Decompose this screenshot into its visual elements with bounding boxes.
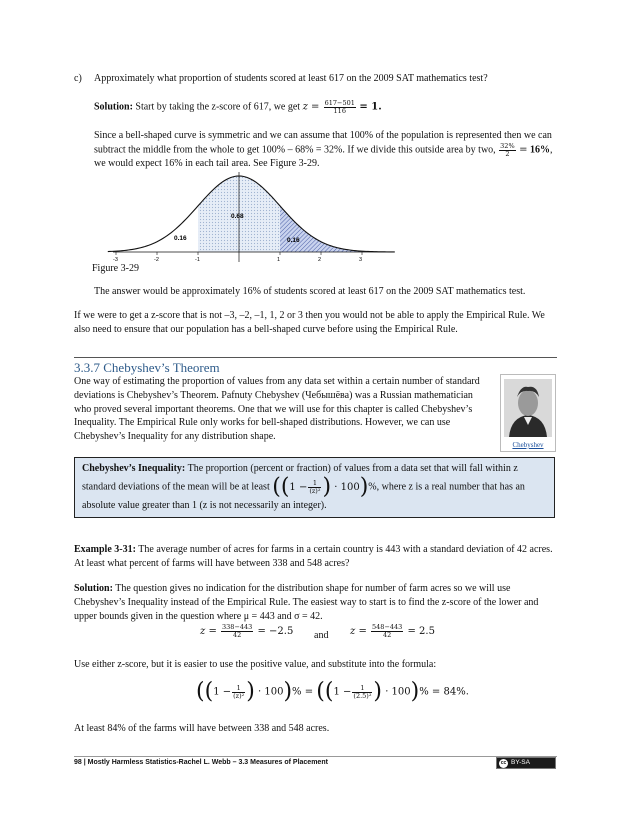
axis-tick-label: 3 <box>359 257 363 263</box>
zscore-upper: z = $\frac{548-443}{42}$ = 2.5 <box>350 623 435 639</box>
right-tail-shaded-area <box>280 206 370 252</box>
example-conclusion: At least 84% of the farms will have between 338 and 548 acres. <box>74 723 330 734</box>
symmetry-paragraph: Since a bell-shaped curve is symmetric and we can assume that 100% of the population is represented then we can subtract the middle from the whole to get 100% – 68% = 32%. If we divide this outside area by two, $\frac{32\%}{2}$ = 16%, we would expect 16% in each tail area. See Figure 3-29. <box>94 130 553 170</box>
answer-text: The answer would be approximately 16% of students scored at least 617 on the 2009 SAT mathematics test. <box>94 286 526 297</box>
use-zscore-text: Use either z-score, but it is easier to use the positive value, and substitute into the formula: <box>74 659 437 670</box>
zscore-lower: z = $\frac{338-443}{42}$ = −2.5 <box>200 623 294 639</box>
empirical-note: If we were to get a z-score that is not –3, –2, –1, 1, 2 or 3 then you would not be able to apply the Empirical Rule. We also need to ensure that our population has a bell-shaped curve before using the Empirical Rule. <box>74 310 545 335</box>
cc-icon: cc <box>500 759 507 766</box>
section-intro: One way of estimating the proportion of values from any data set within a certain number of standard deviations is Chebyshev’s Theorem. Pafnuty Chebyshev (Чебышёва) was a Russian mathematician who proved several important theorems. One that we will use for this chapter is called Chebyshev’s Inequality. The Empirical Rule only works for bell-shaped distributions. However, we can use Chebyshev’s Inequality for any distribution shape. <box>74 376 480 443</box>
axis-tick-label: 1 <box>277 257 281 263</box>
inequality-formula: ((1 − $\frac{1}{\text{(z)²}}$ ) · 100) <box>272 474 369 499</box>
solution-line: Solution: Start by taking the z-score of 617, we get z = $\frac{617-501}{116}$ = 1. <box>94 99 382 115</box>
section-heading: 3.3.7 Chebyshev’s Theorem <box>74 360 220 375</box>
chebyshev-inequality-box: Chebyshev’s Inequality: The proportion (percent or fraction) of values from a data set that will fall within z standard deviations of the mean will be at least ((1 − $\frac{1}{\text{(z)²}}$ ) · 100)%, where z is a real number that has an absolute value greater than 1 (z is not necessarily an integer). <box>74 457 555 518</box>
chebyshev-portrait-frame <box>500 374 556 452</box>
footer-rule <box>74 756 557 757</box>
axis-tick-label: -1 <box>195 257 200 263</box>
inequality-label: Chebyshev’s Inequality: <box>82 463 186 474</box>
right-tail-label: 0.16 <box>287 237 300 244</box>
axis-tick-label: -2 <box>154 257 159 263</box>
chebyshev-calculation: ((1 − $\frac{1}{\text{(z)²}}$ ) · 100)% = ((1 − $\frac{1}{\text{(2.5)²}}$ ) · 100)% = 84%. <box>196 679 469 704</box>
axis-tick-label: -3 <box>113 257 118 263</box>
bell-curve-figure <box>88 170 398 266</box>
figure-caption: Figure 3-29 <box>92 263 139 274</box>
question-text: Approximately what proportion of students scored at least 617 on the 2009 SAT mathematics test? <box>94 73 488 84</box>
axis-tick-label: 2 <box>318 257 322 263</box>
page-footer: 98 | Mostly Harmless Statistics-Rachel L. Webb – 3.3 Measures of Placement <box>74 759 328 766</box>
question-letter: c) <box>74 73 82 84</box>
example-solution: Solution: The question gives no indication for the distribution shape for number of farm acres so we will use Chebyshev’s Inequality instead of the Empirical Rule. The easiest way to start is to find the z-score of the lower and upper bounds given in the question where μ = 443 and σ = 42. <box>74 583 539 622</box>
example-statement: Example 3-31: The average number of acres for farms in a certain country is 443 with a standard deviation of 42 acres. At least what percent of farms will have between 338 and 548 acres? <box>74 544 553 569</box>
portrait-caption-link[interactable]: Chebyshev <box>512 441 544 449</box>
center-area-label: 0.68 <box>231 213 244 220</box>
zscore-fraction: $\frac{617-501}{116}$ <box>324 99 355 115</box>
left-tail-label: 0.16 <box>174 235 187 242</box>
chebyshev-portrait <box>501 379 555 439</box>
and-word: and <box>314 630 329 641</box>
section-rule <box>74 357 557 358</box>
cc-license-badge[interactable]: cc BY-SA <box>496 757 556 769</box>
